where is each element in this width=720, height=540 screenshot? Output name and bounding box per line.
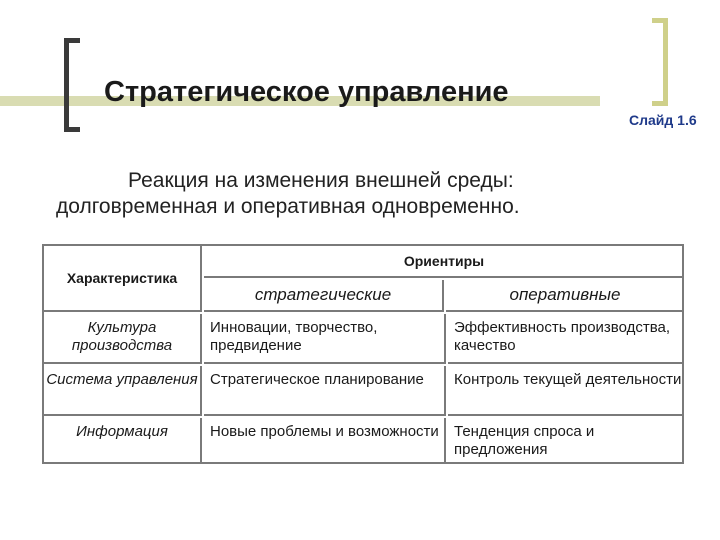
row-strategic-management-system: Стратегическое планирование — [204, 366, 446, 416]
row-label-production-culture: Культура производства — [44, 314, 202, 364]
subtitle-line-2: долговременная и оперативная одновременно. — [56, 195, 520, 218]
header-strategic: стратегические — [204, 280, 444, 312]
row-operational-production-culture: Эффективность производства, качество — [448, 314, 684, 364]
slide-title: Стратегическое управление — [104, 76, 509, 108]
header-operational: оперативные — [446, 280, 684, 312]
orientation-table — [42, 244, 684, 464]
row-strategic-production-culture: Инновации, творчество, предвидение — [204, 314, 446, 364]
right-bracket-decoration — [663, 18, 668, 106]
row-operational-management-system: Контроль текущей деятельности — [448, 366, 684, 416]
right-bracket-top — [652, 18, 668, 23]
header-characteristic: Характеристика — [44, 246, 202, 312]
header-orientations: Ориентиры — [204, 246, 684, 278]
subtitle-line-1: Реакция на изменения внешней среды: — [128, 169, 514, 192]
slide-subtitle — [40, 168, 640, 220]
row-label-information: Информация — [44, 418, 202, 462]
left-bracket-bottom — [64, 127, 80, 132]
right-bracket-bottom — [652, 101, 668, 106]
slide-number-label: Слайд 1.6 — [629, 112, 697, 128]
row-strategic-information: Новые проблемы и возможности — [204, 418, 446, 462]
left-bracket-decoration — [64, 38, 69, 132]
row-operational-information: Тенденция спроса и предложения — [454, 423, 595, 458]
left-bracket-top — [64, 38, 80, 43]
row-label-management-system: Система управления — [44, 366, 202, 416]
